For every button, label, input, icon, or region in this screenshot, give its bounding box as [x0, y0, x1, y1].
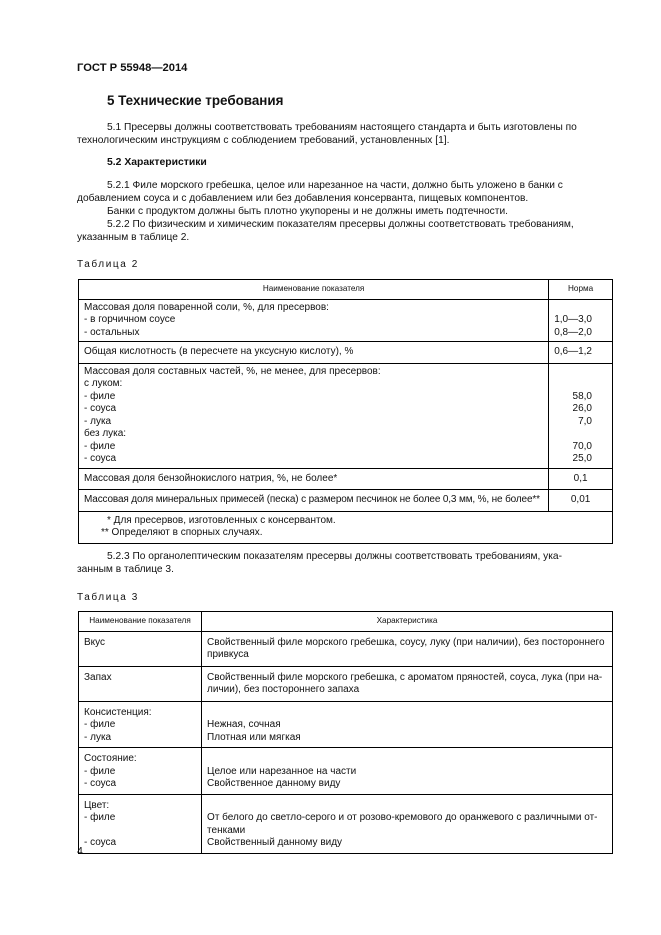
row-value: 1,0—3,0: [554, 314, 592, 325]
paragraph-5-2-1-line2: добавлением соуса и с добавлением или без добавления консерванта, пищевых компонентов.: [77, 193, 529, 204]
row-label: - лука: [84, 731, 112, 743]
row-label: Вкус: [84, 636, 106, 648]
row-label: - филе: [84, 390, 116, 402]
table-row: [79, 468, 613, 490]
row-value: 25,0: [572, 453, 592, 464]
row-label: Массовая доля поваренной соли, %, для пресервов:: [84, 301, 329, 313]
row-value: 0,01: [570, 494, 591, 505]
row-label: - филе: [84, 812, 116, 823]
table-row: [79, 631, 613, 666]
row-label: - соуса: [84, 403, 117, 414]
table-2: [78, 279, 613, 544]
paragraph-5-2-1-line1: 5.2.1 Филе морского гребешка, целое или нарезанное на части, должно быть уложено в банки с: [107, 180, 563, 191]
column-header-name: Наименование показателя: [79, 280, 549, 300]
row-value: 0,6—1,2: [554, 346, 592, 357]
row-characteristic: Свойственный филе морского гребешка, соусу, луку (при наличии), без постороннего: [207, 636, 605, 648]
table-row: [79, 299, 613, 342]
row-label: Цвет:: [84, 799, 110, 811]
column-header-name: Наименование показателя: [79, 612, 202, 632]
paragraph-5-2-1-b: Банки с продуктом должны быть плотно укупорены и не должны иметь подтечности.: [107, 206, 508, 217]
row-label: - соуса: [84, 837, 117, 848]
row-characteristic: личии), без постороннего запаха: [207, 684, 360, 695]
row-label: - филе: [84, 719, 116, 730]
column-header-characteristic: Характеристика: [202, 612, 613, 632]
row-label: - филе: [84, 765, 116, 777]
row-label: - филе: [84, 440, 116, 452]
row-label: Запах: [84, 671, 112, 683]
paragraph-5-1-line2: технологическим инструкциям с соблюдением требований, установленных [1].: [77, 135, 450, 146]
row-label: - лука: [84, 415, 112, 427]
document-id: ГОСТ Р 55948—2014: [77, 62, 188, 74]
subsection-title: 5.2 Характеристики: [107, 157, 207, 168]
row-label: с луком:: [84, 378, 123, 389]
row-value: 26,0: [572, 403, 592, 414]
paragraph-5-1-line1: 5.1 Пресервы должны соответствовать требованиям настоящего стандарта и быть изготовлены по: [107, 122, 577, 133]
row-characteristic: Плотная или мягкая: [207, 731, 301, 743]
row-value: 0,8—2,0: [554, 326, 592, 338]
section-title: 5 Технические требования: [107, 93, 284, 108]
table-notes-row: [79, 511, 613, 543]
row-label: Консистенция:: [84, 706, 152, 718]
row-characteristic: Свойственное данному виду: [207, 778, 341, 789]
table-row: [79, 748, 613, 795]
table-row: [79, 490, 613, 512]
table3-caption: Таблица 3: [77, 592, 139, 603]
row-label: - соуса: [84, 453, 117, 464]
table-row: [79, 363, 613, 468]
table-row: [79, 701, 613, 748]
table-header-row: [79, 280, 613, 300]
row-characteristic: Нежная, сочная: [207, 719, 281, 730]
paragraph-5-2-3-line1: 5.2.3 По органолептическим показателям пресервы должны соответствовать требованиям, ука-: [107, 551, 562, 562]
row-characteristic: тенками: [207, 824, 246, 836]
row-label: Массовая доля минеральных примесей (песка) с размером песчинок не более 0,3 мм, %, не более**: [84, 494, 540, 505]
table-row: [79, 666, 613, 701]
row-characteristic: Целое или нарезанное на части: [207, 765, 357, 777]
row-label: Общая кислотность (в пересчете на уксусную кислоту), %: [84, 346, 354, 357]
row-characteristic: Свойственный данному виду: [207, 837, 343, 848]
row-label: - соуса: [84, 778, 117, 789]
row-value: 7,0: [578, 415, 592, 427]
table-row: [79, 794, 613, 853]
table-header-row: [79, 612, 613, 632]
paragraph-5-2-2-line1: 5.2.2 По физическим и химическим показателям пресервы должны соответствовать требованиям,: [107, 219, 574, 230]
row-label: - в горчичном соусе: [84, 314, 176, 325]
table-note: ** Определяют в спорных случаях.: [101, 527, 263, 538]
row-label: - остальных: [84, 326, 140, 338]
paragraph-5-2-2-line2: указанным в таблице 2.: [77, 232, 190, 243]
row-characteristic: привкуса: [207, 649, 249, 660]
table2-caption: Таблица 2: [77, 259, 139, 270]
table-3: [78, 611, 613, 854]
table-note: * Для пресервов, изготовленных с консервантом.: [107, 514, 336, 526]
page-number: 4: [77, 845, 83, 857]
row-value: 70,0: [572, 440, 592, 452]
row-characteristic: Свойственный филе морского гребешка, с ароматом пряностей, соуса, лука (при на-: [207, 671, 603, 683]
row-label: Массовая доля бензойнокислого натрия, %, не более*: [84, 472, 338, 484]
row-characteristic: От белого до светло-серого и от розово-кремового до оранжевого с различными от-: [207, 812, 598, 823]
row-value: 0,1: [573, 472, 588, 484]
row-label: Массовая доля составных частей, %, не менее, для пресервов:: [84, 365, 381, 377]
table-row: [79, 342, 613, 364]
row-label: без лука:: [84, 428, 127, 439]
row-label: Состояние:: [84, 753, 137, 764]
column-header-norm: Норма: [549, 280, 613, 300]
paragraph-5-2-3-line2: занным в таблице 3.: [77, 564, 174, 575]
row-value: 58,0: [572, 390, 592, 402]
